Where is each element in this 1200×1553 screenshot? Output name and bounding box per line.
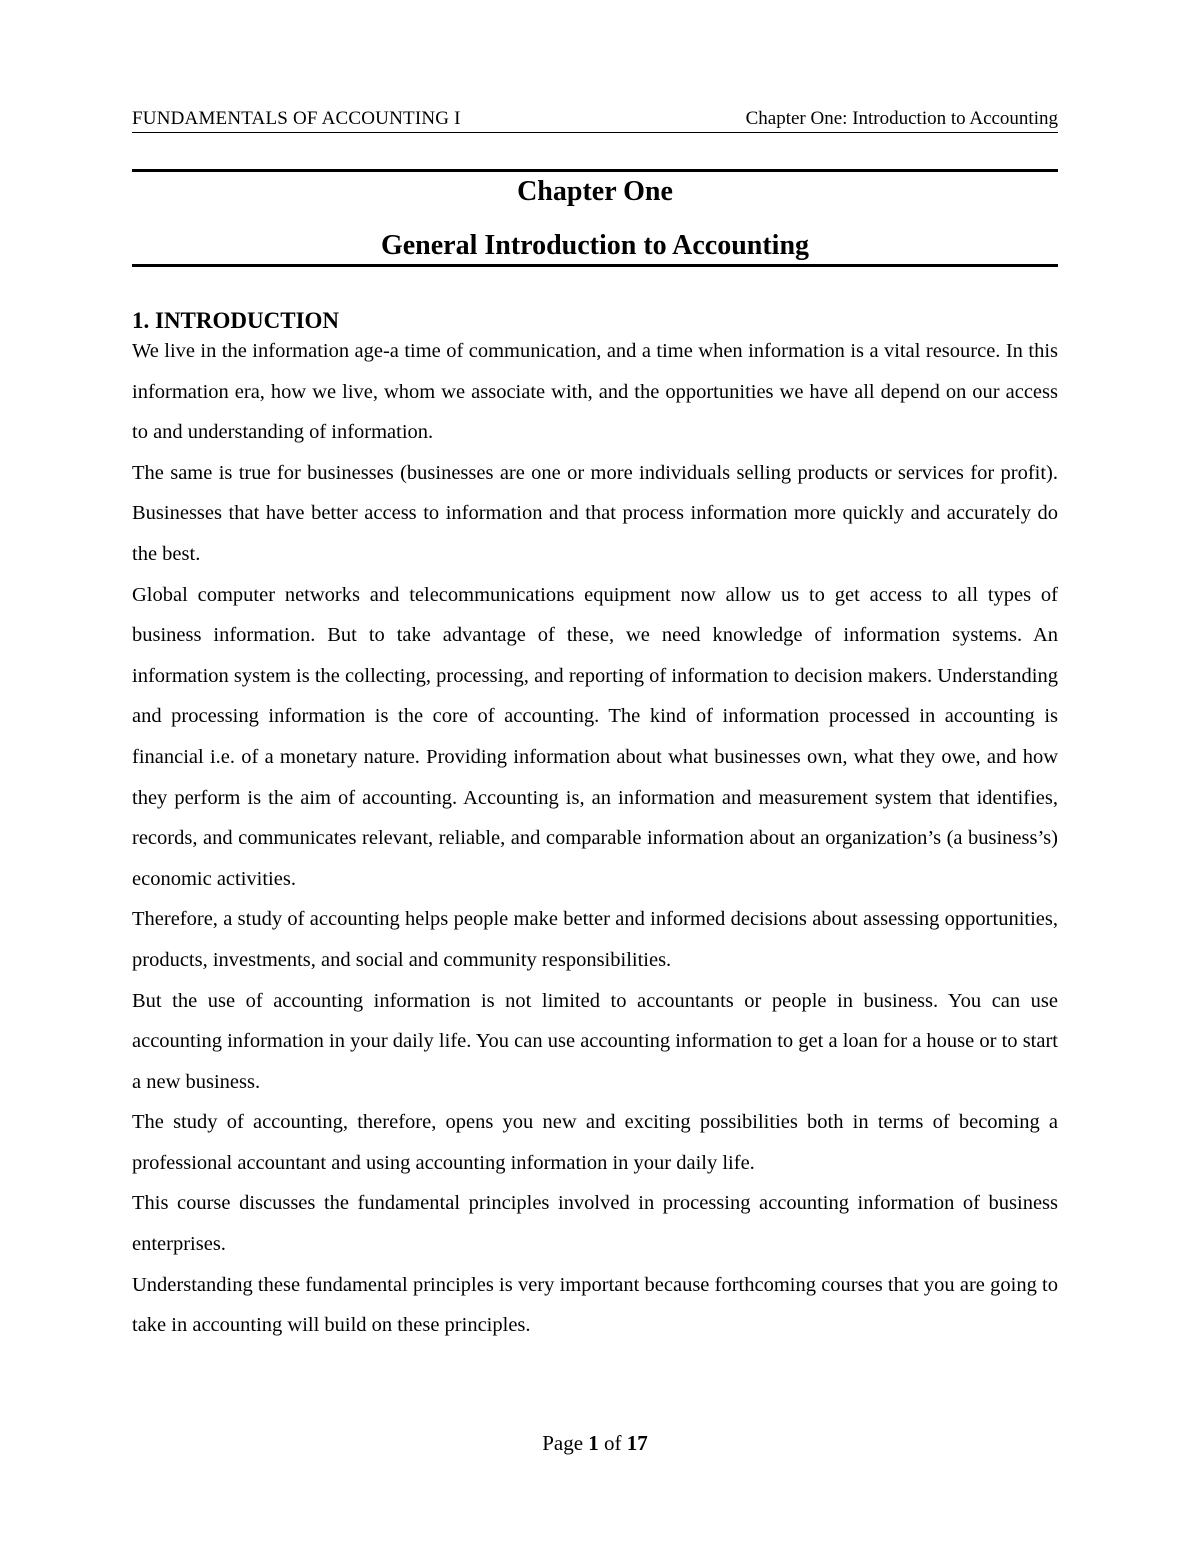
footer-page-word: Page bbox=[542, 1431, 584, 1455]
paragraph: This course discusses the fundamental principles involved in processing accounting information of business enterprises. bbox=[132, 1192, 1058, 1256]
section-heading: 1. INTRODUCTION bbox=[132, 308, 340, 333]
footer-of-word: of bbox=[604, 1431, 622, 1455]
footer-current-page: 1 bbox=[588, 1431, 599, 1455]
paragraph: The study of accounting, therefore, opens you new and exciting possibilities both in terms of becoming a professional accountant and using accounting information in your daily life. bbox=[132, 1111, 1058, 1174]
chapter-number: Chapter One bbox=[517, 176, 673, 207]
paragraph: Therefore, a study of accounting helps people make better and informed decisions about assessing opportunities, products, investments, and social and community responsibilities. bbox=[132, 908, 1058, 971]
header-chapter-label: Chapter One: Introduction to Accounting bbox=[745, 108, 1058, 129]
paragraph: Understanding these fundamental principles is very important because forthcoming courses that you are going to take in accounting will build on these principles. bbox=[132, 1273, 1058, 1337]
paragraph: Global computer networks and telecommunications equipment now allow us to get access to all types of business information. But to take advantage of these, we need knowledge of information systems. An information system is the collecting, processing, and reporting of information to decision makers. Understanding and processing information is the core of accounting. The kind of information processed in accounting is financial i.e. of a monetary nature. Providing information about what businesses own, what they owe, and how they perform is the aim of accounting. Accounting is, an information and measurement system that identifies, records, and communicates relevant, reliable, and comparable information about an organization’s (a business’s) economic activities. bbox=[132, 583, 1058, 890]
body-text bbox=[132, 331, 1058, 1346]
title-rule-top bbox=[132, 169, 1058, 172]
chapter-title: General Introduction to Accounting bbox=[380, 230, 810, 261]
title-rule-bottom bbox=[132, 264, 1058, 267]
paragraph: But the use of accounting information is not limited to accountants or people in business. You can use accounting information in your daily life. You can use accounting information to get a loan for a house or to start a new business. bbox=[132, 989, 1058, 1093]
page-footer bbox=[132, 1428, 1058, 1458]
running-header bbox=[132, 106, 1058, 133]
paragraph: We live in the information age-a time of communication, and a time when information is a vital resource. In this information era, how we live, whom we associate with, and the opportunities we have all depend on our access to and understanding of information. bbox=[132, 340, 1058, 444]
paragraph: The same is true for businesses (businesses are one or more individuals selling products or services for profit). Businesses that have better access to information and that process information more quickly and accurately do the best. bbox=[132, 461, 1058, 565]
header-course-title: FUNDAMENTALS OF ACCOUNTING I bbox=[132, 108, 461, 129]
footer-total-pages: 17 bbox=[626, 1431, 648, 1455]
